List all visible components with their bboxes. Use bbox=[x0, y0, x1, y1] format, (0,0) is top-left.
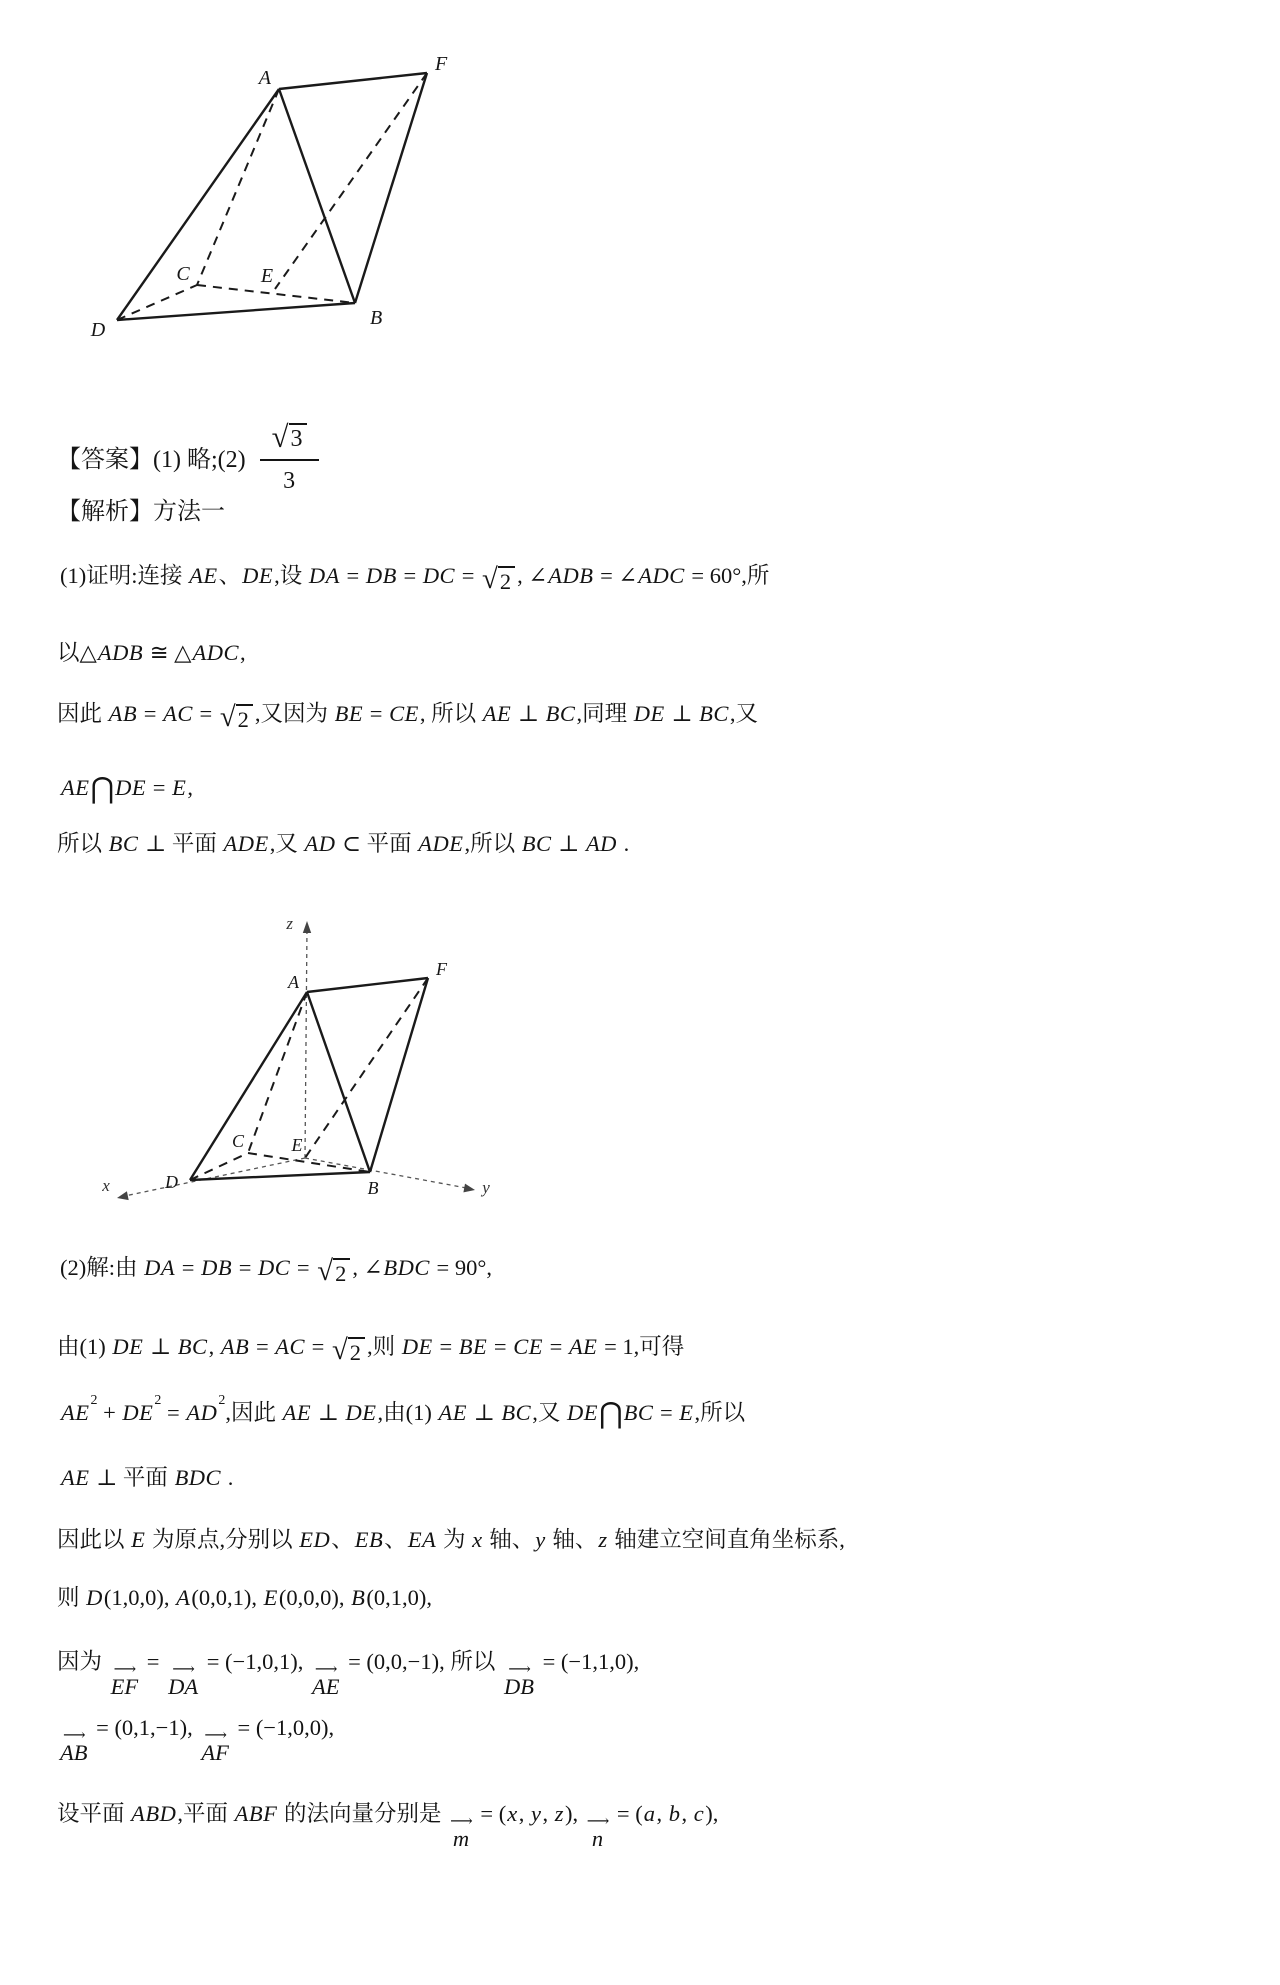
text-run: AE bbox=[61, 1400, 90, 1425]
text-run: BC bbox=[521, 831, 552, 856]
text-run: ⊥ bbox=[468, 1400, 501, 1425]
text-run: AD bbox=[585, 831, 617, 856]
text-run: = bbox=[340, 563, 365, 588]
text-run: ⊥ bbox=[512, 701, 545, 726]
text-run: , bbox=[352, 1255, 364, 1280]
text-run: = 1 bbox=[598, 1334, 634, 1359]
sqrt-radical: √ 2 bbox=[482, 564, 515, 595]
text-run: 为原点,分别以 bbox=[146, 1527, 299, 1552]
text-run: AE bbox=[61, 775, 90, 800]
text-run: , bbox=[486, 1255, 492, 1280]
text-run: DC bbox=[258, 1255, 291, 1280]
text-run: , bbox=[542, 1801, 554, 1826]
text-run: , bbox=[163, 1585, 176, 1610]
text-run: 由(1) bbox=[57, 1334, 112, 1359]
text-run: 轴、 bbox=[546, 1527, 598, 1552]
text-run: AC bbox=[163, 701, 193, 726]
text-run: (0,0,0) bbox=[278, 1585, 339, 1610]
text-run: ,设 bbox=[274, 563, 308, 588]
text-run: ) bbox=[705, 1801, 713, 1826]
text-run: AB bbox=[220, 1334, 250, 1359]
text-run: E bbox=[131, 1527, 146, 1552]
text-run: 平面 bbox=[122, 1465, 174, 1490]
text-run: DE bbox=[242, 563, 274, 588]
text-run: ,由(1) bbox=[377, 1400, 438, 1425]
text-run: (1)证明:连接 bbox=[60, 563, 189, 588]
text-run: , bbox=[251, 1585, 263, 1610]
text-run: = bbox=[397, 563, 422, 588]
text-run: ADE bbox=[223, 831, 269, 856]
text-run: AE bbox=[482, 701, 512, 726]
text-run: ⋂ bbox=[90, 773, 115, 805]
text-run: , bbox=[517, 563, 529, 588]
text-run: DE bbox=[345, 1400, 377, 1425]
text-run: = (0,0,−1) bbox=[342, 1649, 440, 1674]
text-run: DB bbox=[365, 563, 397, 588]
text-run: (0,0,1) bbox=[191, 1585, 252, 1610]
text-run: 3 bbox=[283, 467, 296, 494]
solve-line-4 bbox=[60, 1462, 233, 1494]
proof-line-3 bbox=[57, 698, 758, 733]
text-run: y bbox=[530, 1801, 542, 1826]
text-run: AE bbox=[189, 563, 218, 588]
solve-line-7 bbox=[57, 1646, 639, 1698]
solve-line-8 bbox=[57, 1712, 334, 1764]
solve-line-9 bbox=[57, 1798, 718, 1850]
text-run: , bbox=[518, 1801, 530, 1826]
text-run: 因此以 bbox=[57, 1527, 131, 1552]
text-run: 、 bbox=[384, 1527, 407, 1552]
text-run: (2)解:由 bbox=[60, 1255, 144, 1280]
text-run: = bbox=[306, 1334, 330, 1359]
text-run: , bbox=[187, 1715, 199, 1740]
text-run: = bbox=[654, 1400, 679, 1425]
text-run: ⊥ bbox=[139, 831, 172, 856]
vertex-label-C: C bbox=[176, 263, 190, 285]
vector-with-arrow: ⟶ EF bbox=[110, 1661, 139, 1699]
vertex-label-D: D bbox=[165, 1172, 178, 1192]
text-run: E bbox=[172, 775, 187, 800]
text-run: ⊥ bbox=[552, 831, 585, 856]
text-run: , 所以 bbox=[439, 1649, 501, 1674]
x-axis bbox=[120, 1158, 305, 1197]
analysis-line bbox=[57, 496, 225, 530]
text-run: 因为 bbox=[57, 1649, 108, 1674]
text-run: 2 bbox=[349, 1340, 362, 1365]
text-run: , bbox=[681, 1801, 693, 1826]
text-run: 、 bbox=[331, 1527, 354, 1552]
text-run: = 60° bbox=[685, 563, 742, 588]
text-run: = bbox=[161, 1400, 186, 1425]
text-run: ,所以 bbox=[694, 1400, 746, 1425]
text-run: ABD bbox=[131, 1801, 177, 1826]
text-run: AC bbox=[275, 1334, 306, 1359]
z-axis-label: z bbox=[286, 914, 293, 933]
vector-with-arrow: ⟶ n bbox=[586, 1813, 609, 1851]
text-run: = bbox=[364, 701, 389, 726]
text-run: BC bbox=[545, 701, 576, 726]
text-run: x bbox=[507, 1801, 518, 1826]
text-run: . bbox=[222, 1465, 234, 1490]
sqrt-radical: √ 2 bbox=[220, 702, 253, 733]
text-run: ⊥ bbox=[312, 1400, 345, 1425]
vertex-label-F: F bbox=[436, 959, 447, 979]
text-run: AD bbox=[304, 831, 336, 856]
text-run: DE bbox=[122, 1400, 154, 1425]
z-axis-arrow bbox=[303, 921, 311, 933]
text-run: = bbox=[543, 1334, 568, 1359]
answer-line bbox=[57, 422, 327, 501]
text-run: b bbox=[668, 1801, 681, 1826]
text-run: DA bbox=[144, 1255, 176, 1280]
text-run: ,同理 bbox=[576, 701, 633, 726]
text-run: = bbox=[138, 701, 163, 726]
text-run: ≅ △ bbox=[144, 640, 192, 665]
solve-line-5 bbox=[57, 1524, 845, 1556]
vertex-label-B: B bbox=[367, 1178, 379, 1198]
x-axis-arrow bbox=[117, 1191, 129, 1200]
solve-line-1 bbox=[60, 1252, 492, 1287]
text-run: ∠ bbox=[363, 1255, 383, 1280]
text-run: = bbox=[488, 1334, 513, 1359]
text-run: 为 bbox=[437, 1527, 472, 1552]
text-run: DC bbox=[422, 563, 456, 588]
vector-with-arrow: ⟶ m bbox=[450, 1813, 472, 1851]
solve-line-3 bbox=[60, 1392, 746, 1430]
text-run: = (0,1,−1) bbox=[90, 1715, 188, 1740]
text-run: , bbox=[633, 1649, 640, 1674]
text-run: ,则 bbox=[367, 1334, 401, 1359]
text-run: EA bbox=[407, 1527, 437, 1552]
text-run: ,所 bbox=[741, 563, 770, 588]
vector-with-arrow: ⟶ AE bbox=[311, 1661, 340, 1699]
text-run: = (−1,0,1) bbox=[201, 1649, 298, 1674]
text-run: = bbox=[250, 1334, 275, 1359]
text-run: + bbox=[97, 1400, 122, 1425]
text-run: CE bbox=[389, 701, 419, 726]
solve-line-2 bbox=[57, 1331, 684, 1366]
text-run: DE bbox=[566, 1400, 598, 1425]
text-run: , bbox=[297, 1649, 309, 1674]
text-run: , bbox=[656, 1801, 668, 1826]
text-run: AE bbox=[61, 1465, 90, 1490]
edge-FB bbox=[355, 73, 427, 303]
text-run: 【答案】(1) 略;(2) bbox=[57, 447, 252, 474]
text-run: BC bbox=[501, 1400, 532, 1425]
text-run: 因此 bbox=[57, 701, 108, 726]
vector-with-arrow: ⟶ DA bbox=[168, 1661, 199, 1699]
x-axis-label: x bbox=[102, 1176, 110, 1195]
edge-CB-dashed bbox=[248, 1153, 370, 1172]
text-run: 设平面 bbox=[57, 1801, 131, 1826]
text-run: ED bbox=[299, 1527, 331, 1552]
vertex-label-E: E bbox=[291, 1135, 303, 1155]
figure-tetrahedron-axes bbox=[60, 895, 500, 1215]
text-run: , bbox=[187, 775, 193, 800]
solve-line-6 bbox=[57, 1582, 432, 1614]
text-run: 的法向量分别是 bbox=[278, 1801, 448, 1826]
text-run: AE bbox=[568, 1334, 598, 1359]
text-run: ⋂ bbox=[598, 1398, 623, 1430]
text-run: ,所以 bbox=[464, 831, 521, 856]
text-run: BDC bbox=[174, 1465, 222, 1490]
text-run: 轴建立空间直角坐标系, bbox=[608, 1527, 845, 1552]
text-run: = bbox=[291, 1255, 316, 1280]
text-run: x bbox=[472, 1527, 483, 1552]
sqrt-radical: √ 2 bbox=[317, 1256, 350, 1287]
text-run: ,因此 bbox=[225, 1400, 282, 1425]
vector-with-arrow: ⟶ AB bbox=[60, 1727, 88, 1765]
text-run: ADB bbox=[548, 563, 594, 588]
text-run: . bbox=[617, 831, 630, 856]
edge-FE-dashed bbox=[305, 978, 428, 1158]
superscript: 2 bbox=[154, 1392, 162, 1408]
text-run: DE bbox=[633, 701, 665, 726]
text-run: AB bbox=[108, 701, 138, 726]
text-run: AD bbox=[186, 1400, 218, 1425]
text-run: A bbox=[176, 1585, 191, 1610]
text-run: 以 bbox=[57, 640, 80, 665]
text-run: ∠ bbox=[528, 563, 548, 588]
vertex-label-C: C bbox=[231, 1131, 245, 1151]
text-run: = ( bbox=[611, 1801, 643, 1826]
text-run: , bbox=[208, 1334, 220, 1359]
text-run: BE bbox=[458, 1334, 488, 1359]
edge-DB bbox=[117, 303, 355, 320]
text-run: z bbox=[598, 1527, 608, 1552]
text-run: , bbox=[426, 1585, 433, 1610]
text-run: 平面 bbox=[366, 831, 418, 856]
text-run: , 所以 bbox=[419, 701, 482, 726]
vertex-label-F: F bbox=[435, 53, 448, 75]
edge-AD bbox=[190, 992, 307, 1180]
text-run: = bbox=[456, 563, 481, 588]
text-run: DE bbox=[112, 1334, 144, 1359]
text-run: ⊥ bbox=[144, 1334, 177, 1359]
text-run: = (−1,1,0) bbox=[536, 1649, 634, 1674]
text-run: = bbox=[176, 1255, 201, 1280]
edge-AB bbox=[307, 992, 370, 1172]
text-run: a bbox=[643, 1801, 656, 1826]
text-run: 、 bbox=[218, 563, 242, 588]
text-run: DE bbox=[401, 1334, 433, 1359]
edge-AF bbox=[279, 73, 427, 89]
text-run: , bbox=[328, 1715, 335, 1740]
text-run: 【解析】方法一 bbox=[57, 499, 225, 525]
text-run: (1,0,0) bbox=[103, 1585, 164, 1610]
text-run: ADC bbox=[638, 563, 685, 588]
edge-AF bbox=[307, 978, 428, 992]
text-run: ,又 bbox=[269, 831, 304, 856]
text-run: y bbox=[535, 1527, 546, 1552]
proof-line-1 bbox=[60, 560, 769, 595]
figure-tetrahedron-1 bbox=[40, 30, 470, 370]
text-run: = (−1,0,0) bbox=[231, 1715, 329, 1740]
vertex-label-A: A bbox=[258, 67, 271, 89]
text-run: ,平面 bbox=[177, 1801, 234, 1826]
text-run: AE bbox=[438, 1400, 467, 1425]
text-run: = ∠ bbox=[594, 563, 638, 588]
text-run: DB bbox=[201, 1255, 233, 1280]
text-run: △ bbox=[79, 640, 97, 665]
text-run: 3 bbox=[290, 426, 303, 452]
fraction bbox=[260, 419, 319, 498]
text-run: EB bbox=[354, 1527, 384, 1552]
text-run: ⊥ bbox=[90, 1465, 123, 1490]
vector-with-arrow: ⟶ AF bbox=[201, 1727, 229, 1765]
proof-line-2 bbox=[57, 637, 246, 669]
text-run: ADB bbox=[97, 640, 144, 665]
text-run: ⊥ bbox=[665, 701, 699, 726]
vector-with-arrow: ⟶ DB bbox=[503, 1661, 534, 1699]
proof-line-5 bbox=[57, 828, 629, 860]
text-run: ) bbox=[564, 1801, 573, 1826]
text-run: ,又 bbox=[729, 701, 759, 726]
text-run: 轴、 bbox=[483, 1527, 535, 1552]
text-run: ,又因为 bbox=[254, 701, 334, 726]
text-run: = 90° bbox=[430, 1255, 487, 1280]
text-run: AE bbox=[282, 1400, 312, 1425]
text-run: c bbox=[693, 1801, 705, 1826]
superscript: 2 bbox=[90, 1392, 98, 1408]
text-run: , bbox=[712, 1801, 719, 1826]
text-run: B bbox=[351, 1585, 366, 1610]
y-axis-arrow bbox=[463, 1184, 475, 1193]
text-run: BC bbox=[108, 831, 139, 856]
vertex-label-A: A bbox=[288, 972, 299, 992]
edge-AB bbox=[279, 89, 355, 303]
y-axis-label: y bbox=[482, 1178, 490, 1197]
text-run: = bbox=[147, 775, 172, 800]
text-run: ABF bbox=[234, 1801, 278, 1826]
text-run: ,又 bbox=[532, 1400, 566, 1425]
text-run: BDC bbox=[383, 1255, 430, 1280]
text-run: DE bbox=[115, 775, 147, 800]
text-run: z bbox=[554, 1801, 564, 1826]
vertex-label-D: D bbox=[90, 319, 106, 341]
text-run: , bbox=[338, 1585, 351, 1610]
superscript: 2 bbox=[218, 1392, 226, 1408]
text-run: ADC bbox=[192, 640, 239, 665]
edge-FE-dashed bbox=[275, 73, 427, 289]
text-run: = ( bbox=[474, 1801, 507, 1826]
sqrt-radical: √ 2 bbox=[332, 1335, 365, 1366]
vertex-label-B: B bbox=[370, 307, 383, 329]
text-run: DA bbox=[308, 563, 340, 588]
text-run: E bbox=[263, 1585, 278, 1610]
text-run: , bbox=[239, 640, 246, 665]
text-run: ⊂ bbox=[336, 831, 367, 856]
text-run: BE bbox=[334, 701, 364, 726]
edge-FB bbox=[370, 978, 428, 1172]
text-run: D bbox=[86, 1585, 103, 1610]
text-run: ,可得 bbox=[633, 1334, 685, 1359]
vertex-label-E: E bbox=[260, 265, 274, 287]
text-run: BC bbox=[623, 1400, 654, 1425]
text-run: 2 bbox=[499, 569, 512, 594]
text-run: BC bbox=[177, 1334, 208, 1359]
text-run: = bbox=[193, 701, 218, 726]
text-run: = bbox=[233, 1255, 258, 1280]
text-run: 平面 bbox=[171, 831, 223, 856]
text-run: ADE bbox=[418, 831, 464, 856]
text-run: 所以 bbox=[57, 831, 108, 856]
text-run: , bbox=[572, 1801, 584, 1826]
text-run: 则 bbox=[57, 1585, 86, 1610]
text-run: 2 bbox=[335, 1261, 347, 1286]
text-run: = bbox=[433, 1334, 458, 1359]
z-axis bbox=[305, 927, 307, 1158]
text-run: CE bbox=[513, 1334, 543, 1359]
text-run: = bbox=[141, 1649, 166, 1674]
text-run: BC bbox=[699, 701, 729, 726]
text-run: (0,1,0) bbox=[366, 1585, 427, 1610]
text-run: E bbox=[679, 1400, 694, 1425]
sqrt-radical: √ 3 bbox=[272, 421, 307, 454]
text-run: 2 bbox=[237, 707, 249, 732]
proof-line-4 bbox=[60, 772, 193, 804]
